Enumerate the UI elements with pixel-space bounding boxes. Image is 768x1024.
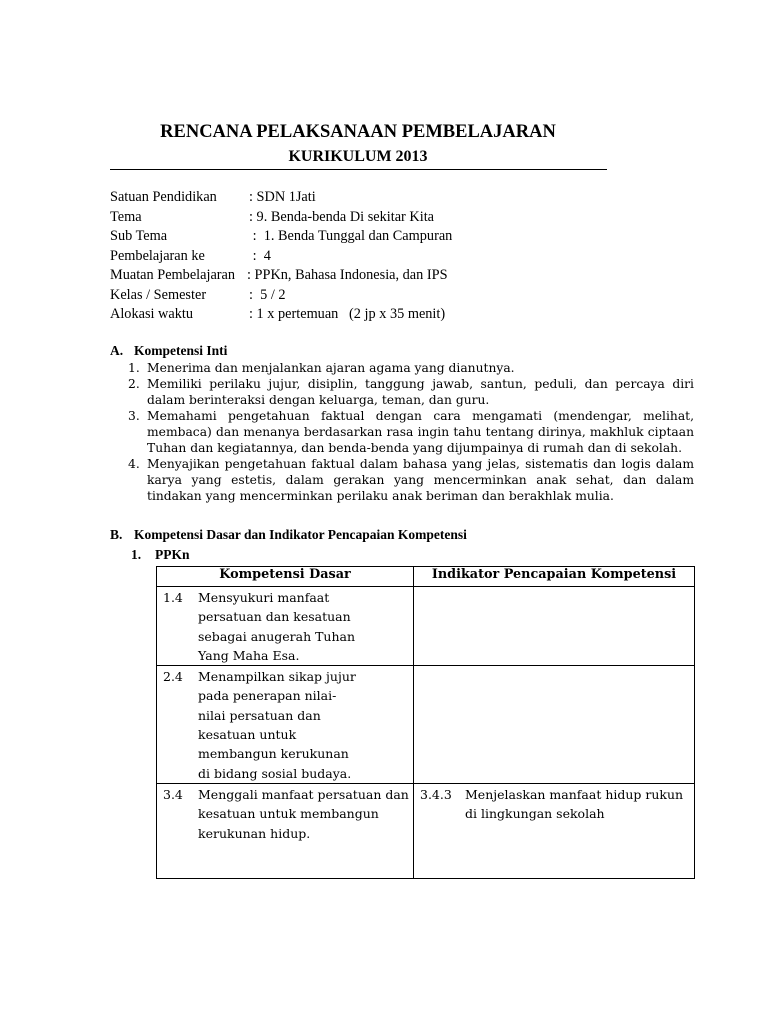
list-item-text: Menyajikan pengetahuan faktual dalam bahasa yang jelas, sistematis dan logis dalam karya yang estetis, dalam gerakan yang mencerminkan anak sehat, dan dalam tindakan yang mencerminkan perilaku anak beriman dan berakhlak mulia. — [147, 457, 694, 503]
info-value: : 1. Benda Tunggal dan Campuran — [249, 228, 453, 244]
info-label: Pembelajaran ke — [110, 247, 205, 264]
kd-cell — [157, 666, 414, 784]
kd-number: 3.4 — [163, 786, 183, 802]
section-b-heading — [110, 527, 467, 543]
list-item-text: Memahami pengetahuan faktual dengan cara mengamati (mendengar, melihat, membaca) dan menanya berdasarkan rasa ingin tahu tentang dirinya, makhluk ciptaan Tuhan dan kegiatannya, dan benda-benda yang dijumpainya di rumah dan di sekolah. — [147, 409, 694, 455]
info-label: Kelas / Semester — [110, 286, 207, 303]
info-value: : 1 x pertemuan (2 jp x 35 menit) — [249, 306, 446, 322]
info-value: : SDN 1Jati — [249, 189, 316, 205]
info-row-subtema — [110, 227, 630, 247]
indicator-cell — [414, 587, 695, 666]
info-value: : 5 / 2 — [249, 286, 286, 303]
list-item — [128, 376, 694, 408]
subsection-title: PPKn — [155, 547, 190, 562]
list-item — [128, 456, 694, 504]
info-label: Tema — [110, 208, 142, 225]
list-item-number: 4. — [128, 457, 140, 471]
info-label: Muatan Pembelajaran — [110, 267, 236, 283]
identity-block — [110, 188, 630, 325]
info-value: : 9. Benda-benda Di sekitar Kita — [249, 208, 435, 225]
info-label: Sub Tema — [110, 228, 168, 244]
document-subtitle: KURIKULUM 2013 — [288, 148, 428, 165]
kd-text: Menampilkan sikap jujur pada penerapan nilai-nilai persatuan dan kesatuan untuk membangun kerukunan di bidang sosial budaya. — [198, 669, 356, 781]
kd-cell — [157, 783, 414, 878]
kd-cell — [157, 587, 414, 666]
section-title: Kompetensi Dasar dan Indikator Pencapaian Kompetensi — [134, 527, 467, 542]
info-label: Alokasi waktu — [110, 306, 193, 322]
kd-text: Menggali manfaat persatuan dan kesatuan untuk membangun kerukunan hidup. — [198, 786, 409, 841]
indicator-cell — [414, 783, 695, 878]
info-label: Satuan Pendidikan — [110, 189, 217, 205]
info-row-satuan — [110, 188, 630, 208]
kd-text: Mensyukuri manfaat persatuan dan kesatuan sebagai anugerah Tuhan Yang Maha Esa. — [198, 590, 356, 663]
list-item-text: Memiliki perilaku jujur, disiplin, tanggung jawab, santun, peduli, dan percaya diri dalam berinteraksi dengan keluarga, teman, dan guru. — [147, 377, 694, 407]
column-header-indikator: Indikator Pencapaian Kompetensi — [414, 567, 695, 587]
indicator-cell — [414, 666, 695, 784]
info-row-muatan — [110, 266, 630, 286]
section-title: Kompetensi Inti — [134, 343, 228, 358]
list-item-number: 1. — [128, 361, 140, 375]
kompetensi-inti-list — [128, 360, 694, 504]
list-item-number: 2. — [128, 377, 140, 391]
list-item — [128, 360, 694, 376]
table-row — [157, 587, 695, 666]
info-value: : PPKn, Bahasa Indonesia, dan IPS — [247, 267, 448, 283]
kd-number: 2.4 — [163, 669, 183, 685]
kd-number: 1.4 — [163, 590, 183, 605]
list-item — [128, 408, 694, 456]
title-underline — [110, 169, 607, 170]
table-header-row — [157, 567, 695, 587]
list-item-text: Menerima dan menjalankan ajaran agama yang dianutnya. — [147, 361, 515, 375]
kompetensi-dasar-table — [156, 566, 695, 879]
indicator-text: Menjelaskan manfaat hidup rukun di lingkungan sekolah — [465, 786, 684, 822]
indicator-number: 3.4.3 — [420, 786, 452, 802]
table-row — [157, 666, 695, 784]
info-row-alokasi — [110, 305, 630, 325]
section-number: A. — [110, 343, 124, 358]
column-header-kompetensi-dasar: Kompetensi Dasar — [157, 567, 414, 587]
table-row — [157, 783, 695, 878]
info-row-tema — [110, 208, 630, 228]
section-number: B. — [110, 527, 123, 542]
subsection-ppkn-heading — [131, 547, 190, 563]
list-item-number: 3. — [128, 409, 140, 423]
info-row-pembelajaran — [110, 247, 630, 267]
subsection-number: 1. — [131, 547, 142, 562]
section-a-heading — [110, 343, 227, 359]
info-value: : 4 — [249, 247, 271, 264]
document-title: RENCANA PELAKSANAAN PEMBELAJARAN — [160, 122, 556, 142]
info-row-kelas — [110, 286, 630, 306]
